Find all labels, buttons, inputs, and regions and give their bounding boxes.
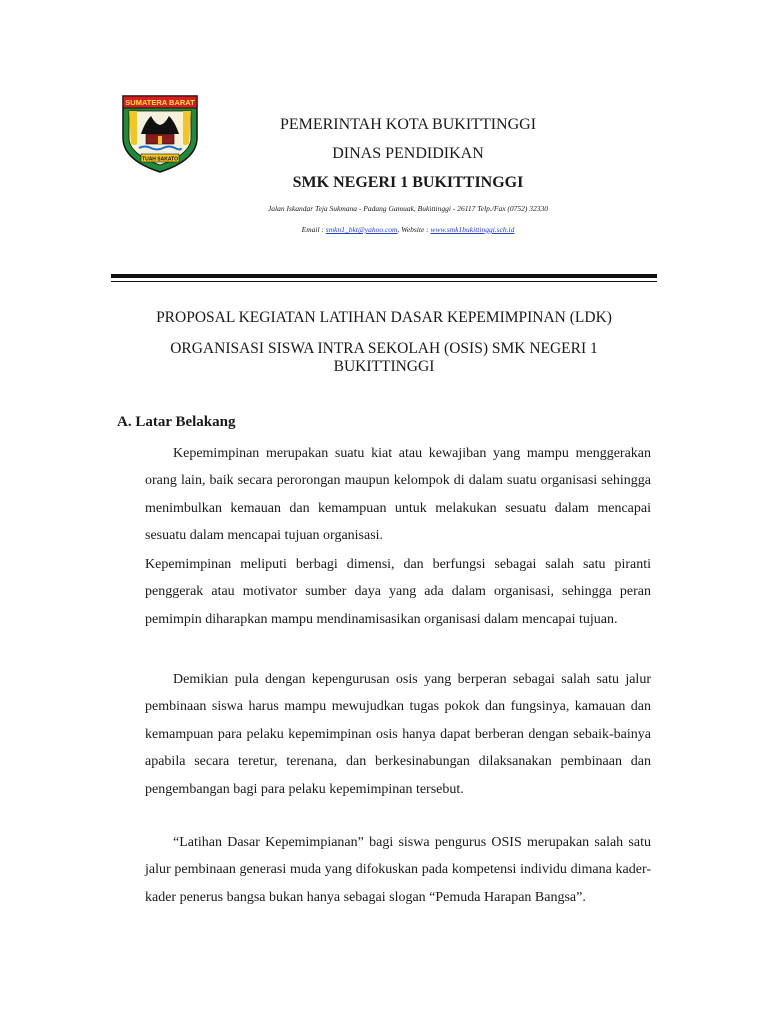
logo-ribbon-text: TUAH SAKATO: [142, 156, 178, 163]
website-label: , Website :: [397, 225, 431, 234]
contact-line: [0, 225, 768, 234]
paragraph: “Latihan Dasar Kepemimpianan” bagi siswa pengurus OSIS merupakan salah satu jalur pembinaan generasi muda yang difokuskan pada kompetensi individu dimana kader-kader penerus bangsa bukan hanya sebagai slogan “Pemuda Harapan Bangsa”.: [145, 835, 651, 905]
paragraph: Demikian pula dengan kepengurusan osis yang berperan sebagai salah satu jalur pembinaan siswa harus mampu mewujudkan tugas pokok dan fungsinya, kamauan dan kemampuan para pelaku kepemimpinan osis hanya dapat berberan dengan sebaik-bainya apabila secara teretur, terenana, dan berkesinabungan dilaksanakan pembinaan dan pengembangan bagi para pelaku kepemimpinan tersebut.: [145, 672, 651, 797]
section-heading: A. Latar Belakang: [117, 414, 236, 430]
website-link[interactable]: www.smk1bukittinggi.sch.id: [430, 225, 515, 234]
proposal-subtitle: ORGANISASI SISWA INTRA SEKOLAH (OSIS) SMK NEGERI 1 BUKITTINGGI: [170, 340, 598, 375]
department-name: DINAS PENDIDIKAN: [332, 145, 484, 162]
paragraph: Kepemimpinan meliputi berbagi dimensi, dan berfungsi sebagai salah satu piranti penggerak atau motivator sumber daya yang ada dalam organisasi, sehingga peran pemimpin diharapkan mampu mendinamisasikan organisasi dalam mencapai tujuan.: [145, 557, 651, 627]
government-name: PEMERINTAH KOTA BUKITTINGGI: [279, 116, 537, 133]
paragraph: Kepemimpinan merupakan suatu kiat atau kewajiban yang mampu menggerakan orang lain, baik secara perorongan maupun kelompok di dalam suatu organisasi sehingga menimbulkan kemauan dan kemampuan untuk melakukan sesuatu dalam mencapai sesuatu dalam mencapai tujuan organisasi.: [145, 446, 651, 544]
logo-banner-text: SUMATERA BARAT: [125, 98, 195, 107]
school-name: SMK NEGERI 1 BUKITTINGGI: [292, 174, 524, 191]
proposal-title: PROPOSAL KEGIATAN LATIHAN DASAR KEPEMIMPINAN (LDK): [156, 309, 612, 326]
school-address: Jalan Iskandar Teja Sukmana - Padang Gamuak, Bukittinggi - 26117 Telp./Fax (0752) 32330: [267, 204, 549, 213]
email-label: Email :: [301, 225, 326, 234]
email-link[interactable]: smkn1_bkt@yahoo.com: [325, 225, 398, 234]
letterhead-divider-thin: [111, 281, 657, 282]
letterhead-divider-thick: [111, 274, 657, 278]
